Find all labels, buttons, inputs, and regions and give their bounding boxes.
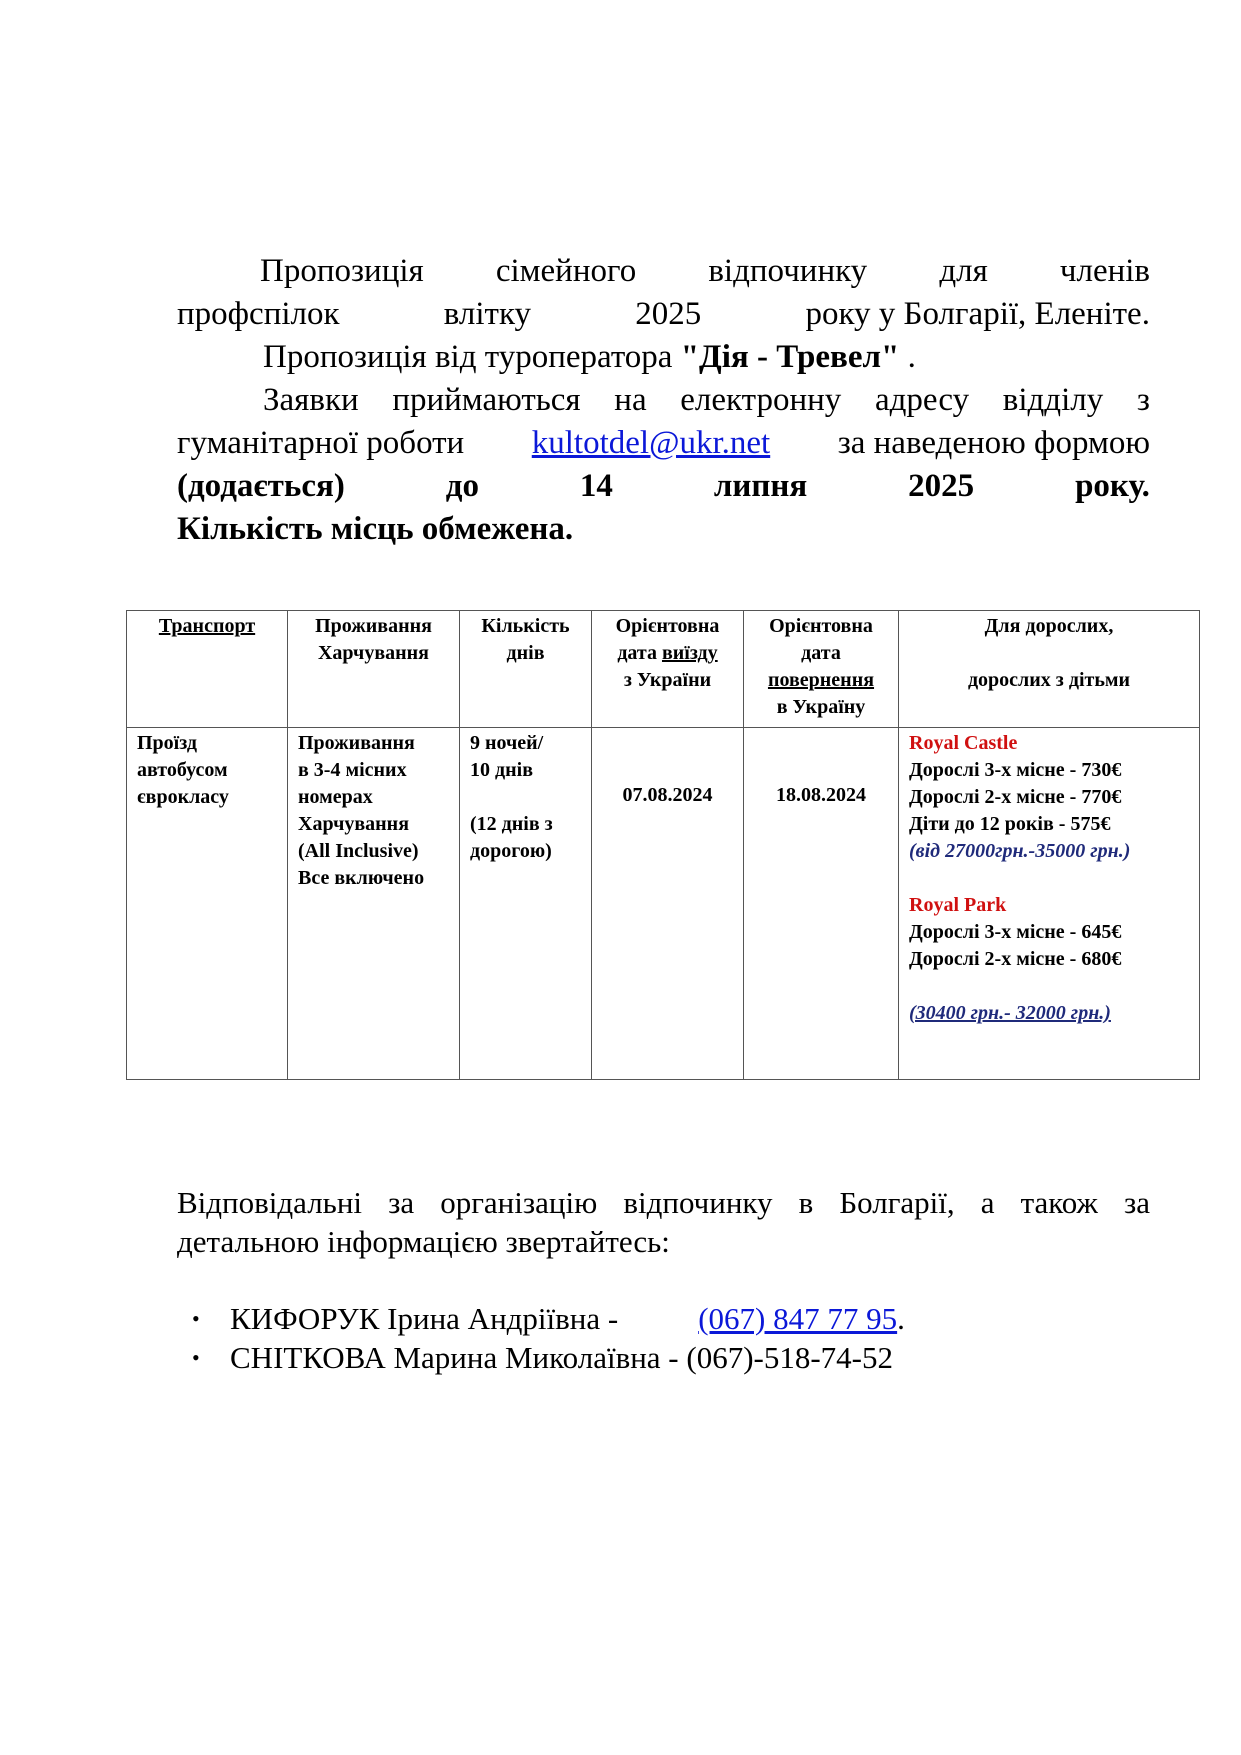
cell-transport [127, 728, 288, 1080]
word: 2025 [635, 296, 702, 332]
cell-living [288, 728, 460, 1080]
header-depart-line [596, 640, 739, 667]
uah-range: (30400 грн.- 32000 грн.) [909, 1002, 1111, 1024]
cell-line: Все включено [298, 867, 425, 889]
word: організацію [440, 1185, 598, 1220]
list-item [230, 1299, 1150, 1338]
word: року у Болгарії, Еленіте. [805, 296, 1150, 332]
word: відділу [1002, 382, 1104, 418]
cell-line: Харчування [298, 813, 410, 835]
header-days-line: Кількість [481, 615, 570, 637]
intro-line-6 [177, 465, 1150, 508]
list-item [230, 1338, 1150, 1377]
cell-line: номерах [298, 786, 373, 808]
price-line: Дорослі 2-х місне - 770€ [909, 786, 1122, 808]
header-depart-word: виїзду [661, 642, 718, 664]
word: липня [713, 468, 808, 504]
offer-table [126, 610, 1200, 1080]
word: за [388, 1185, 415, 1220]
word: також [1020, 1185, 1098, 1220]
contact-name: КИФОРУК Ірина Андріївна - [230, 1301, 619, 1336]
word: відпочинку [623, 1185, 773, 1220]
uah-range: (від 27000грн.-35000 грн.) [909, 840, 1131, 862]
header-return-line: Орієнтовна [769, 615, 873, 637]
price-line: Діти до 12 років - 575€ [909, 813, 1111, 835]
contacts-block [177, 1183, 1150, 1377]
word: приймаються [392, 382, 581, 418]
price-line: Дорослі 3-х місне - 645€ [909, 921, 1122, 943]
header-depart-line: з України [623, 669, 712, 691]
header-return-line: в Україну [776, 696, 866, 718]
cell-prices [899, 728, 1200, 1080]
word: Пропозиція [260, 253, 424, 289]
word: до [445, 468, 479, 504]
cell-line: 9 ночей/ [470, 732, 544, 754]
word: електронну [680, 382, 842, 418]
word: адресу [874, 382, 970, 418]
contact-suffix: . [897, 1301, 905, 1336]
cell-line: (12 днів з [470, 813, 553, 835]
cell-line: 10 днів [470, 759, 533, 781]
header-depart-line: Орієнтовна [615, 615, 720, 637]
word: з [1136, 382, 1150, 418]
operator-prefix: Пропозиція від туроператора [263, 339, 681, 375]
intro-line-3 [177, 336, 1150, 379]
header-depart [592, 611, 744, 728]
header-return-line: повернення [767, 669, 875, 691]
word: 14 [579, 468, 613, 504]
cell-days [460, 728, 592, 1080]
intro-block [177, 250, 1150, 551]
operator-suffix: . [899, 339, 916, 375]
operator-name: "Дія - Тревел" [680, 339, 900, 375]
word: сімейного [495, 253, 637, 289]
header-return-line: дата [801, 642, 841, 664]
header-depart-word: дата [617, 642, 662, 664]
email-suffix: за наведеною формою [837, 425, 1150, 461]
cell-line: дорогою) [470, 840, 552, 862]
word: відпочинку [708, 253, 868, 289]
word: для [939, 253, 988, 289]
hotel-name: Royal Park [909, 894, 1007, 916]
cell-line: в 3-4 місних [298, 759, 407, 781]
word: Відповідальні [177, 1185, 363, 1220]
header-living [288, 611, 460, 728]
word: року. [1075, 468, 1150, 504]
email-link[interactable]: kultotdel@ukr.net [531, 425, 771, 461]
header-price-line: дорослих з дітьми [967, 669, 1131, 691]
price-line: Дорослі 2-х місне - 680€ [909, 948, 1122, 970]
contact-phone: (067)-518-74-52 [686, 1340, 893, 1375]
cell-line: автобусом [137, 759, 228, 781]
intro-line-5 [177, 422, 1150, 465]
cell-return-date: 18.08.2024 [744, 728, 899, 1080]
header-transport [127, 611, 288, 728]
header-living-line: Харчування [317, 642, 429, 664]
cell-line: (All Inclusive) [298, 840, 419, 862]
word: в [798, 1185, 814, 1220]
header-living-line: Проживання [315, 615, 432, 637]
intro-line-2 [177, 293, 1150, 336]
word: профспілок [177, 296, 340, 332]
intro-line-4 [177, 379, 1150, 422]
header-price [899, 611, 1200, 728]
contacts-list [177, 1299, 1150, 1377]
phone-link[interactable]: (067) 847 77 95 [698, 1301, 898, 1336]
contacts-line-2: детальною інформацією звертайтесь: [177, 1224, 670, 1259]
word: членів [1059, 253, 1150, 289]
word: на [614, 382, 647, 418]
cell-depart-date: 07.08.2024 [592, 728, 744, 1080]
email-prefix: гуманітарної роботи [177, 425, 465, 461]
cell-line: єврокласу [137, 786, 229, 808]
limited-places-notice: Кількість місць обмежена. [177, 511, 574, 547]
header-days [460, 611, 592, 728]
word: (додається) [177, 468, 345, 504]
header-days-line: днів [506, 642, 545, 664]
table-header-row [127, 611, 1200, 728]
intro-line-1 [177, 250, 1150, 293]
word: за [1123, 1185, 1150, 1220]
table-row [127, 728, 1200, 1080]
cell-line: Проживання [298, 732, 415, 754]
header-return [744, 611, 899, 728]
price-line: Дорослі 3-х місне - 730€ [909, 759, 1122, 781]
word: влітку [443, 296, 532, 332]
word: Болгарії, [839, 1185, 955, 1220]
contact-name: СНІТКОВА Марина Миколаївна - [230, 1340, 687, 1375]
hotel-name: Royal Castle [909, 732, 1018, 754]
word: а [980, 1185, 995, 1220]
word: 2025 [908, 468, 975, 504]
contacts-line-1 [177, 1183, 1150, 1222]
cell-line: Проїзд [137, 732, 198, 754]
header-transport-label: Транспорт [158, 615, 256, 637]
word: Заявки [263, 382, 359, 418]
header-price-line: Для дорослих, [984, 615, 1114, 637]
